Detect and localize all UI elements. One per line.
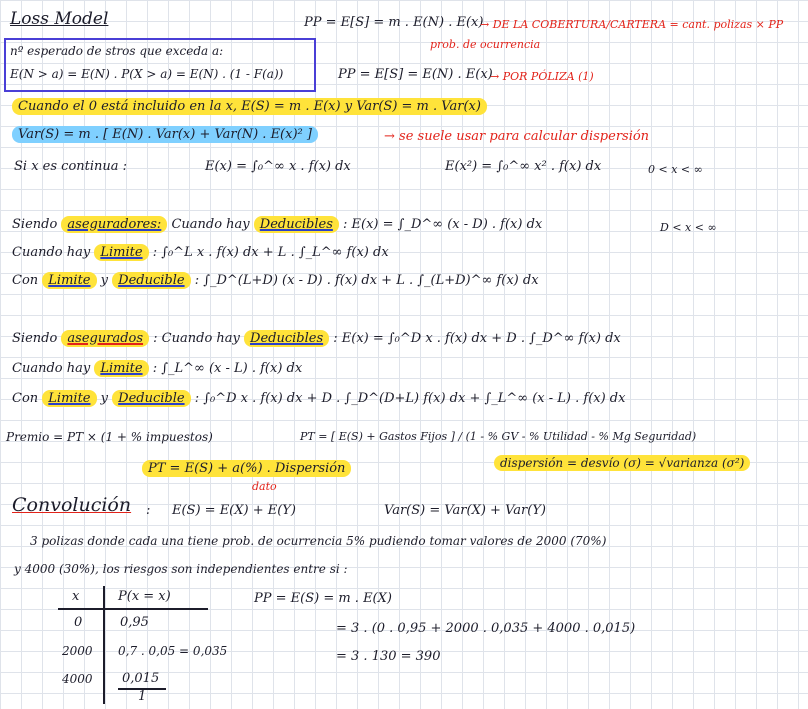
pt-formula: PT = [ E(S) + Gastos Fijos ] / (1 - % GV - % Utilidad - % Mg Seguridad) bbox=[300, 430, 697, 443]
insured-both-formula: : ∫₀^D x . f(x) dx + D . ∫_D^(D+L) f(x) dx + ∫_L^∞ (x - L) . f(x) dx bbox=[194, 391, 626, 406]
insurers-limit-intro: Cuando hay bbox=[12, 245, 91, 260]
calc-line-1: PP = E(S) = m . E(X) bbox=[254, 591, 392, 606]
insured-both-line bbox=[12, 390, 625, 408]
zero-included-text: Cuando el 0 está incluido en la x, E(S) = m . E(x) y Var(S) = m . Var(x) bbox=[12, 98, 487, 115]
table-row-p: 0,95 bbox=[120, 615, 149, 630]
table-column-rule bbox=[103, 586, 105, 704]
var-note: → se suele usar para calcular dispersión bbox=[384, 129, 650, 144]
insurers-limit-line bbox=[12, 244, 389, 262]
insured-limit-intro: Cuando hay bbox=[12, 361, 91, 376]
insurers-both-and: y bbox=[100, 273, 108, 288]
insurers-siendo: Siendo bbox=[12, 217, 58, 232]
table-total: 1 bbox=[138, 689, 147, 704]
insurers-ded-word: Deducibles bbox=[254, 216, 339, 233]
insurers-limit-word: Limite bbox=[94, 244, 148, 261]
continuous-label: Si x es continua : bbox=[14, 159, 128, 174]
insurers-who: aseguradores: bbox=[61, 216, 167, 233]
convolution-title: Convolución bbox=[12, 494, 132, 516]
insured-ded-intro: : Cuando hay bbox=[153, 331, 240, 346]
insured-deducible-line bbox=[12, 330, 621, 348]
calc-line-3: = 3 . 130 = 390 bbox=[336, 649, 441, 664]
continuous-range: 0 < x < ∞ bbox=[648, 163, 703, 176]
dato-note: dato bbox=[252, 480, 277, 493]
insured-who: asegurados bbox=[61, 330, 149, 347]
var-formula-line bbox=[12, 126, 318, 144]
dispersion-line bbox=[494, 454, 750, 472]
insured-both-limit: Limite bbox=[42, 390, 96, 407]
pp-policy-arrow: → POR PÓLIZA (1) bbox=[490, 70, 594, 83]
convolution-colon: : bbox=[146, 503, 151, 518]
table-header-x: x bbox=[72, 589, 80, 604]
var-formula: Var(S) = m . [ E(N) . Var(x) + Var(N) . E(x)² ] bbox=[12, 126, 318, 143]
insurers-both-limit: Limite bbox=[42, 272, 96, 289]
page-title: Loss Model bbox=[10, 9, 109, 29]
insurers-ded-formula: : E(x) = ∫_D^∞ (x - D) . f(x) dx bbox=[343, 217, 543, 232]
convolution-es: E(S) = E(X) + E(Y) bbox=[172, 503, 296, 518]
problem-line-2: y 4000 (30%), los riesgos son independientes entre si : bbox=[14, 562, 348, 576]
table-row-x: 2000 bbox=[62, 644, 93, 658]
convolution-var: Var(S) = Var(X) + Var(Y) bbox=[384, 503, 546, 518]
insured-both-and: y bbox=[100, 391, 108, 406]
insurers-deducible-line bbox=[12, 216, 542, 234]
insured-both-intro: Con bbox=[12, 391, 39, 406]
insurers-both-intro: Con bbox=[12, 273, 39, 288]
insured-ded-word: Deducibles bbox=[244, 330, 329, 347]
insurers-ded-range: D < x < ∞ bbox=[660, 221, 717, 234]
table-row-p: 0,015 bbox=[122, 671, 160, 686]
insured-siendo: Siendo bbox=[12, 331, 58, 346]
insurers-both-formula: : ∫_D^(L+D) (x - D) . f(x) dx + L . ∫_(L+D)^∞ f(x) dx bbox=[194, 273, 539, 288]
insured-limit-word: Limite bbox=[94, 360, 148, 377]
pp-formula: PP = E[S] = m . E(N) . E(x) bbox=[304, 15, 484, 30]
calc-line-2: = 3 . (0 . 0,95 + 2000 . 0,035 + 4000 . 0,015) bbox=[336, 621, 636, 636]
premio-formula: Premio = PT × (1 + % impuestos) bbox=[6, 430, 213, 444]
table-header-rule bbox=[58, 608, 208, 610]
boxed-note-line1: nº esperado de stros que exceda a: bbox=[10, 44, 224, 58]
insurers-limit-formula: : ∫₀^L x . f(x) dx + L . ∫_L^∞ f(x) dx bbox=[152, 245, 389, 260]
dispersion-formula: dispersión = desvío (σ) = √varianza (σ²) bbox=[494, 455, 750, 471]
insurers-both-ded: Deducible bbox=[112, 272, 190, 289]
continuous-ex: E(x) = ∫₀^∞ x . f(x) dx bbox=[205, 159, 351, 174]
insurers-ded-intro: Cuando hay bbox=[171, 217, 250, 232]
table-header-p: P(x = x) bbox=[118, 589, 171, 604]
table-row-x: 4000 bbox=[62, 672, 93, 686]
pt-dispersion-formula: PT = E(S) + a(%) . Dispersión bbox=[142, 460, 351, 477]
insured-limit-formula: : ∫_L^∞ (x - L) . f(x) dx bbox=[152, 361, 303, 376]
insured-both-ded: Deducible bbox=[112, 390, 190, 407]
pp-subnote: prob. de ocurrencia bbox=[430, 38, 541, 51]
pp-arrow-note: → DE LA COBERTURA/CARTERA = cant. polizas × PP bbox=[480, 18, 784, 31]
insured-ded-formula: : E(x) = ∫₀^D x . f(x) dx + D . ∫_D^∞ f(x) dx bbox=[333, 331, 621, 346]
pt-dispersion-line bbox=[142, 460, 351, 478]
insurers-both-line bbox=[12, 272, 539, 290]
insured-limit-line bbox=[12, 360, 302, 378]
boxed-note-line2: E(N > a) = E(N) . P(X > a) = E(N) . (1 - F(a)) bbox=[10, 67, 284, 81]
continuous-ex2: E(x²) = ∫₀^∞ x² . f(x) dx bbox=[445, 159, 602, 174]
zero-included-line bbox=[12, 98, 487, 116]
problem-line-1: 3 polizas donde cada una tiene prob. de ocurrencia 5% pudiendo tomar valores de 2000 (70%) bbox=[30, 534, 607, 548]
table-row-x: 0 bbox=[74, 615, 83, 630]
table-row-p: 0,7 . 0,05 = 0,035 bbox=[118, 644, 228, 658]
pp-policy-formula: PP = E[S] = E(N) . E(x) bbox=[338, 67, 493, 82]
